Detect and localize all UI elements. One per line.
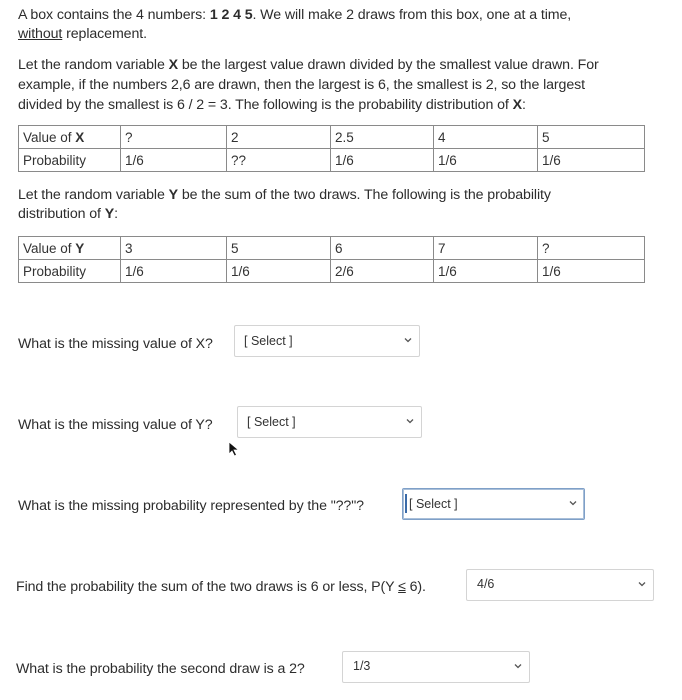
value-of-label: Value of: [23, 129, 76, 145]
x-prob-cell: 1/6: [434, 149, 538, 172]
x-prob-cell: 1/6: [121, 149, 227, 172]
y-prob-row: [19, 260, 645, 283]
x-value-cell: 4: [434, 126, 538, 149]
missing-x-select-value: [ Select ]: [244, 334, 293, 348]
y-distribution-table: [18, 236, 645, 283]
chevron-down-icon: [568, 498, 578, 508]
missing-probability-select[interactable]: [402, 488, 585, 520]
x-distribution-table: [18, 125, 645, 172]
y-value-cell: 6: [331, 237, 434, 260]
y-value-cell: 5: [227, 237, 331, 260]
missing-probability-select-value: [ Select ]: [409, 497, 458, 511]
question-missing-y: What is the missing value of Y?: [18, 417, 213, 433]
x-def-colon: :: [521, 97, 526, 113]
prob-sum-6-or-less-select[interactable]: [466, 569, 654, 601]
y-value-row: [19, 237, 645, 260]
intro-text-2: . We will make 2 draws from this box, one at a time,: [252, 7, 572, 23]
x-def-line-1: [18, 56, 599, 76]
y-var-label: Y: [75, 240, 85, 256]
question-missing-x: What is the missing value of X?: [18, 336, 213, 352]
x-value-header: [19, 126, 121, 149]
chevron-down-icon: [405, 416, 415, 426]
x-prob-cell: 1/6: [538, 149, 645, 172]
y-var: Y: [168, 187, 178, 203]
x-value-row: [19, 126, 645, 149]
x-def-text-3: divided by the smallest is 6 / 2 = 3. The following is the probability distribution of: [18, 97, 513, 113]
y-value-cell: 3: [121, 237, 227, 260]
y-prob-cell: 1/6: [538, 260, 645, 283]
x-def-text: Let the random variable: [18, 57, 169, 73]
x-value-cell: 2.5: [331, 126, 434, 149]
y-def-line-2: [18, 205, 118, 225]
y-def-text-2: be the sum of the two draws. The following is the probability: [177, 187, 551, 203]
y-prob-cell: 2/6: [331, 260, 434, 283]
missing-y-select[interactable]: [237, 406, 422, 438]
x-prob-cell: ??: [227, 149, 331, 172]
missing-x-select[interactable]: [234, 325, 420, 357]
second-draw-2-select[interactable]: [342, 651, 530, 683]
x-value-cell: 5: [538, 126, 645, 149]
intro-numbers: 1 2 4 5: [209, 7, 253, 23]
y-prob-cell: 1/6: [434, 260, 538, 283]
y-var-2: Y: [104, 206, 115, 222]
question-second-draw-2: What is the probability the second draw is a 2?: [16, 661, 305, 677]
x-var-2: X: [512, 97, 522, 113]
intro-text: A box contains the 4 numbers:: [18, 7, 210, 23]
less-equal-symbol: ≤: [398, 579, 406, 595]
y-def-colon: :: [114, 206, 118, 222]
y-def-line-1: [18, 186, 551, 206]
prob-sum-6-or-less-select-value: 4/6: [477, 577, 495, 591]
chevron-down-icon: [403, 335, 413, 345]
x-value-cell: 2: [227, 126, 331, 149]
x-def-line-2: example, if the numbers 2,6 are drawn, then the largest is 6, the smallest is 2, so the largest: [18, 77, 585, 93]
y-prob-cell: 1/6: [121, 260, 227, 283]
question-prob-sum-6-or-less: [16, 578, 426, 598]
x-var: X: [168, 57, 178, 73]
q4-text-2: 6).: [405, 579, 426, 595]
x-value-cell: ?: [121, 126, 227, 149]
q4-text: Find the probability the sum of the two draws is 6 or less, P(Y: [16, 579, 399, 595]
chevron-down-icon: [513, 661, 523, 671]
y-def-text: Let the random variable: [18, 187, 169, 203]
value-of-label-y: Value of: [23, 240, 76, 256]
y-prob-header: Probability: [19, 260, 121, 283]
replacement-text: replacement.: [62, 26, 147, 42]
question-missing-probability: What is the missing probability represented by the "??"?: [18, 498, 364, 514]
y-value-header: [19, 237, 121, 260]
y-prob-cell: 1/6: [227, 260, 331, 283]
intro-line-2: [18, 25, 147, 45]
second-draw-2-select-value: 1/3: [353, 659, 371, 673]
x-def-line-3: [18, 96, 526, 116]
x-def-text-2: be the largest value drawn divided by the smallest value drawn. For: [177, 57, 599, 73]
chevron-down-icon: [637, 579, 647, 589]
intro-line-1: [18, 6, 571, 26]
y-value-cell: 7: [434, 237, 538, 260]
y-def-text-3: distribution of: [18, 206, 105, 222]
x-var-label: X: [75, 129, 85, 145]
y-value-cell: ?: [538, 237, 645, 260]
x-prob-cell: 1/6: [331, 149, 434, 172]
missing-y-select-value: [ Select ]: [247, 415, 296, 429]
without-underlined: without: [18, 26, 63, 42]
x-prob-row: [19, 149, 645, 172]
x-prob-header: Probability: [19, 149, 121, 172]
mouse-cursor-icon: [228, 441, 240, 457]
